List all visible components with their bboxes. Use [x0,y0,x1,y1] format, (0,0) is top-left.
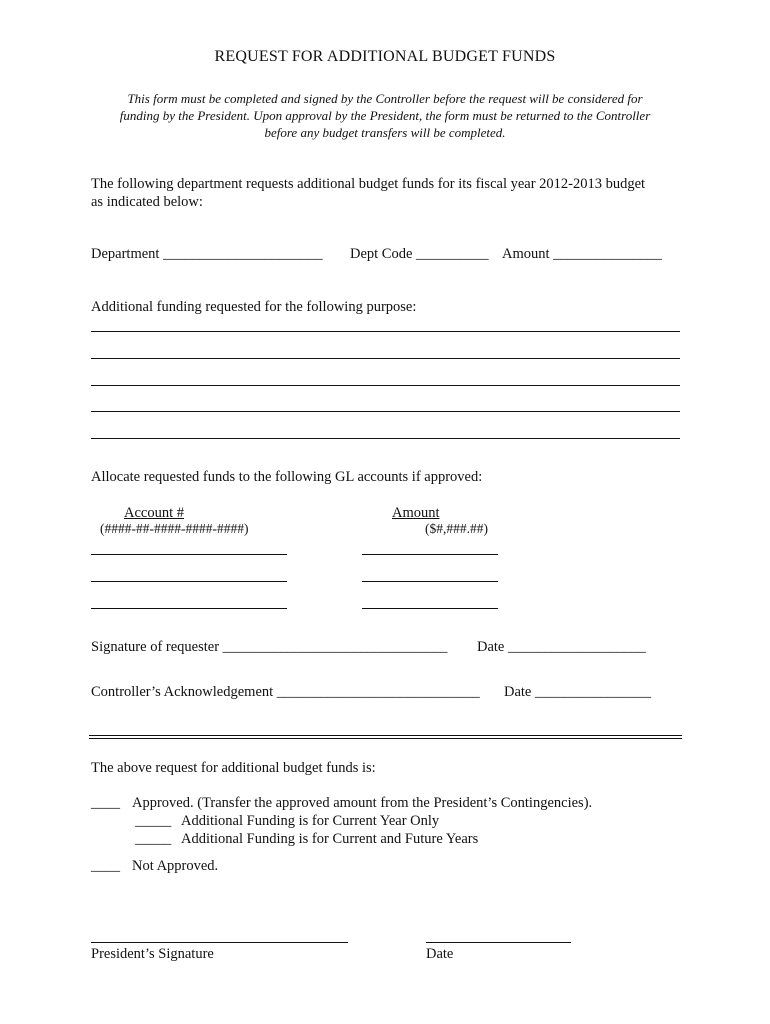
dept-code-field[interactable]: Dept Code __________ [350,246,489,262]
intro-line-2: funding by the President. Upon approval by the President, the form must be returned to the Controller [119,108,651,123]
approved-text: Approved. (Transfer the approved amount from the President’s Contingencies). [132,795,593,811]
account-header: Account # [124,505,184,521]
purpose-line-5[interactable] [91,438,680,439]
president-signature-line[interactable] [91,942,348,943]
department-field[interactable]: Department ______________________ [91,246,323,262]
president-date-line[interactable] [426,942,571,943]
gl-account-line-2[interactable] [91,581,287,582]
request-text-line-1: The following department requests additional budget funds for its fiscal year 2012-2013 budget [91,176,646,192]
request-text-line-2: as indicated below: [91,194,203,210]
approved-blank[interactable]: ____ [91,795,120,811]
not-approved-blank[interactable]: ____ [91,858,120,874]
controller-date-field[interactable]: Date ________________ [504,684,651,700]
section-divider [89,735,682,739]
future-years-blank[interactable]: _____ [135,831,172,847]
gl-amount-line-1[interactable] [362,554,498,555]
gl-account-line-3[interactable] [91,608,287,609]
gl-amount-line-3[interactable] [362,608,498,609]
requester-date-field[interactable]: Date ___________________ [477,639,646,655]
amount-format: ($#,###.##) [425,521,488,536]
amount-header: Amount [392,505,440,521]
controller-acknowledgement-field[interactable]: Controller’s Acknowledgement ____________________________ [91,684,480,700]
gl-account-line-1[interactable] [91,554,287,555]
purpose-line-1[interactable] [91,331,680,332]
allocate-label: Allocate requested funds to the following GL accounts if approved: [91,469,483,485]
intro-line-3: before any budget transfers will be completed. [264,125,506,140]
purpose-line-4[interactable] [91,411,680,412]
president-signature-label: President’s Signature [91,946,214,962]
intro-line-1: This form must be completed and signed by the Controller before the request will be considered for [127,91,643,106]
purpose-line-2[interactable] [91,358,680,359]
current-year-blank[interactable]: _____ [135,813,172,829]
status-label: The above request for additional budget funds is: [91,760,376,776]
amount-field[interactable]: Amount _______________ [502,246,662,262]
requester-signature-field[interactable]: Signature of requester _______________________________ [91,639,448,655]
gl-amount-line-2[interactable] [362,581,498,582]
president-date-label: Date [426,946,454,962]
future-years-text: Additional Funding is for Current and Future Years [181,831,479,847]
current-year-text: Additional Funding is for Current Year Only [181,813,440,829]
purpose-line-3[interactable] [91,385,680,386]
account-format: (####-##-####-####-####) [100,521,249,536]
not-approved-text: Not Approved. [132,858,219,874]
form-title: REQUEST FOR ADDITIONAL BUDGET FUNDS [214,48,556,65]
purpose-label: Additional funding requested for the following purpose: [91,299,417,315]
